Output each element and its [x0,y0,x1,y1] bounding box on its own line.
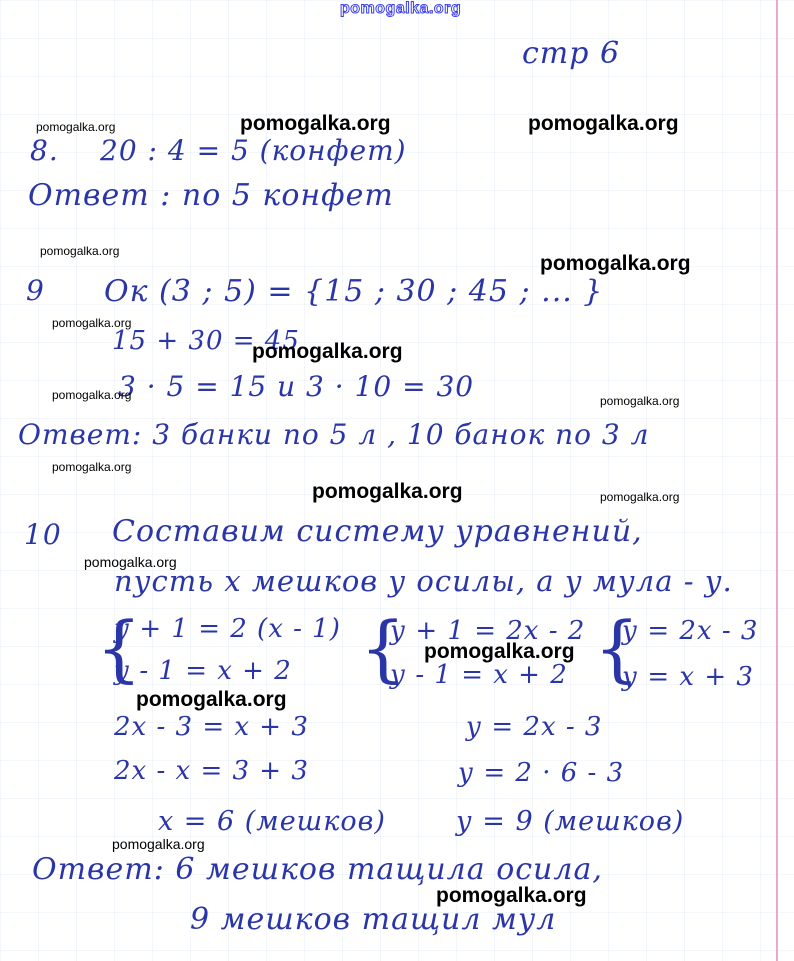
solution-right-line3: у = 9 (мешков) [456,806,685,837]
watermark: pomogalka.org [600,490,680,504]
margin-line [776,0,778,961]
watermark: pomogalka.org [52,316,132,330]
system3-eq1: у = 2x - 3 [622,616,759,646]
watermark: pomogalka.org [540,252,691,275]
system3-eq2: у = x + 3 [622,662,754,692]
watermark: pomogalka.org [84,554,177,570]
system3-brace: { [594,606,640,690]
task10-line2: пусть x мешков у осилы, а у мула - у. [114,564,733,598]
system2-eq1: у + 1 = 2x - 2 [390,616,586,646]
task9-line3: 3 · 5 = 15 и 3 · 10 = 30 [118,370,475,403]
task9-line1: Ок (3 ; 5) = {15 ; 30 ; 45 ; ... } [104,274,604,309]
watermark: pomogalka.org [52,388,132,402]
system1-eq2: у - 1 = x + 2 [114,656,292,686]
task9-number: 9 [26,274,45,307]
solution-left-line1: 2x - 3 = x + 3 [114,712,309,742]
solution-right-line1: у = 2x - 3 [466,712,603,742]
solution-right-line2: у = 2 · 6 - 3 [458,758,625,788]
watermark: pomogalka.org [52,460,132,474]
watermark: pomogalka.org [36,120,116,134]
task9-line2: 15 + 30 = 45 [112,326,300,356]
watermark: pomogalka.org [312,480,463,503]
watermark: pomogalka.org [528,112,679,135]
system2-eq2: у - 1 = x + 2 [390,660,568,690]
system1-eq1: у + 1 = 2 (x - 1) [114,614,341,644]
watermark: pomogalka.org [600,394,680,408]
watermark: pomogalka.org [40,244,120,258]
task9-answer: Ответ: 3 банки по 5 л , 10 банок по 3 л [18,418,650,451]
watermark: pomogalka.org [240,112,391,135]
solution-left-line2: 2x - x = 3 + 3 [114,756,309,786]
system2-brace: { [360,606,406,690]
task10-number: 10 [24,518,62,551]
task10-answer-line2: 9 мешков тащил мул [190,902,557,937]
watermark: pomogalka.org [436,884,587,907]
task8-number: 8. [30,134,59,167]
task8-answer: Ответ : по 5 конфет [28,178,394,213]
watermark: pomogalka.org [424,640,575,663]
watermark: pomogalka.org [112,836,205,852]
task10-line1: Составим систему уравнений, [112,514,643,549]
page-label: стр 6 [522,36,621,71]
system1-brace: { [96,606,142,690]
solution-left-line3: x = 6 (мешков) [158,806,386,837]
task8-line1: 20 : 4 = 5 (конфет) [100,134,407,167]
task10-answer-line1: Ответ: 6 мешков тащила осила, [32,852,603,887]
watermark: pomogalka.org [136,688,287,711]
site-watermark-top: pomogalka.org [340,0,462,17]
watermark: pomogalka.org [252,340,403,363]
